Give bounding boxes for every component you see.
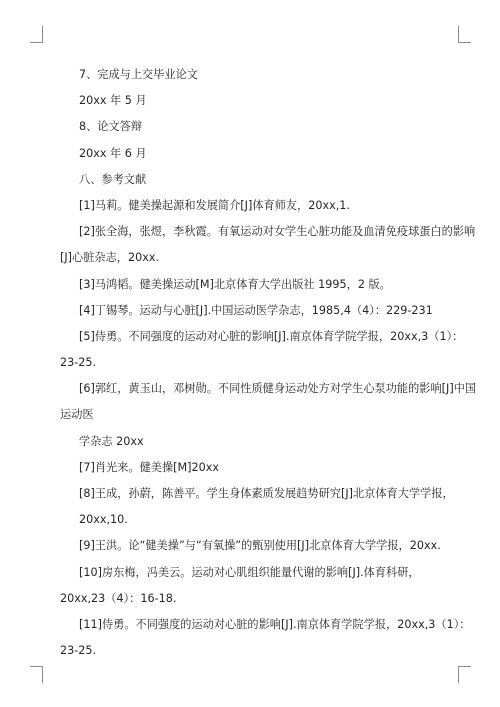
reference-line: 20xx,10. (79, 513, 128, 527)
reference-line: 学杂志 20xx (79, 434, 144, 448)
reference-line: [11]侍勇。不同强度的运动对心脏的影响[J].南京体育学院学报，20xx,3（1）： (79, 617, 471, 631)
crop-mark-bottom-left (30, 666, 43, 683)
reference-line: 23-25. (60, 356, 97, 370)
crop-mark-bottom-right (458, 666, 471, 683)
reference-line: [4]丁锡琴。运动与心脏[J].中国运动医学杂志，1985,4（4）：229-231 (79, 303, 433, 317)
reference-line: 运动医 (60, 408, 94, 422)
paragraph-line: 20xx 年 6 月 (79, 146, 147, 160)
reference-line: 23-25. (60, 644, 97, 658)
paragraph-line: 7、完成与上交毕业论文 (79, 68, 198, 81)
reference-line: [5]侍勇。不同强度的运动对心脏的影响[J].南京体育学院学报，20xx,3（1）： (79, 329, 464, 343)
document-body (60, 62, 477, 664)
reference-line: [7]肖光来。健美操[M]20xx (79, 460, 220, 474)
crop-mark-top-right (458, 26, 471, 43)
paragraph-line: 20xx 年 5 月 (79, 94, 147, 108)
reference-line: [9]王洪。论“健美操”与“有氧操”的甄别使用[J]北京体育大学学报，20xx. (79, 539, 441, 553)
paragraph-line: 8、论文答辩 (79, 120, 143, 134)
reference-line: 20xx,23（4）：16-18. (60, 591, 177, 605)
reference-line: [2]张全海，张煜，李秋霞。有氧运动对女学生心脏功能及血清免疫球蛋白的影响 (79, 225, 476, 239)
reference-line: [3]马鸿韬。健美操运动[M]北京体育大学出版社 1995，2 版。 (79, 277, 391, 291)
section-heading: 八、参考文献 (79, 172, 147, 186)
reference-line: [10]房东梅，冯美云。运动对心肌组织能量代谢的影响[J].体育科研， (79, 565, 420, 579)
crop-mark-top-left (30, 26, 43, 43)
reference-line: [8]王成，孙蔚，陈善平。学生身体素质发展趋势研究[J]北京体育大学学报， (79, 487, 454, 500)
reference-line: [J]心脏杂志，20xx. (60, 251, 159, 265)
reference-line: [1]马莉。健美操起源和发展简介[J]体育师友，20xx,1. (79, 198, 350, 212)
reference-line: [6]郭红，黄玉山，邓树勋。不同性质健身运动处方对学生心泵功能的影响[J]中国 (79, 382, 477, 396)
